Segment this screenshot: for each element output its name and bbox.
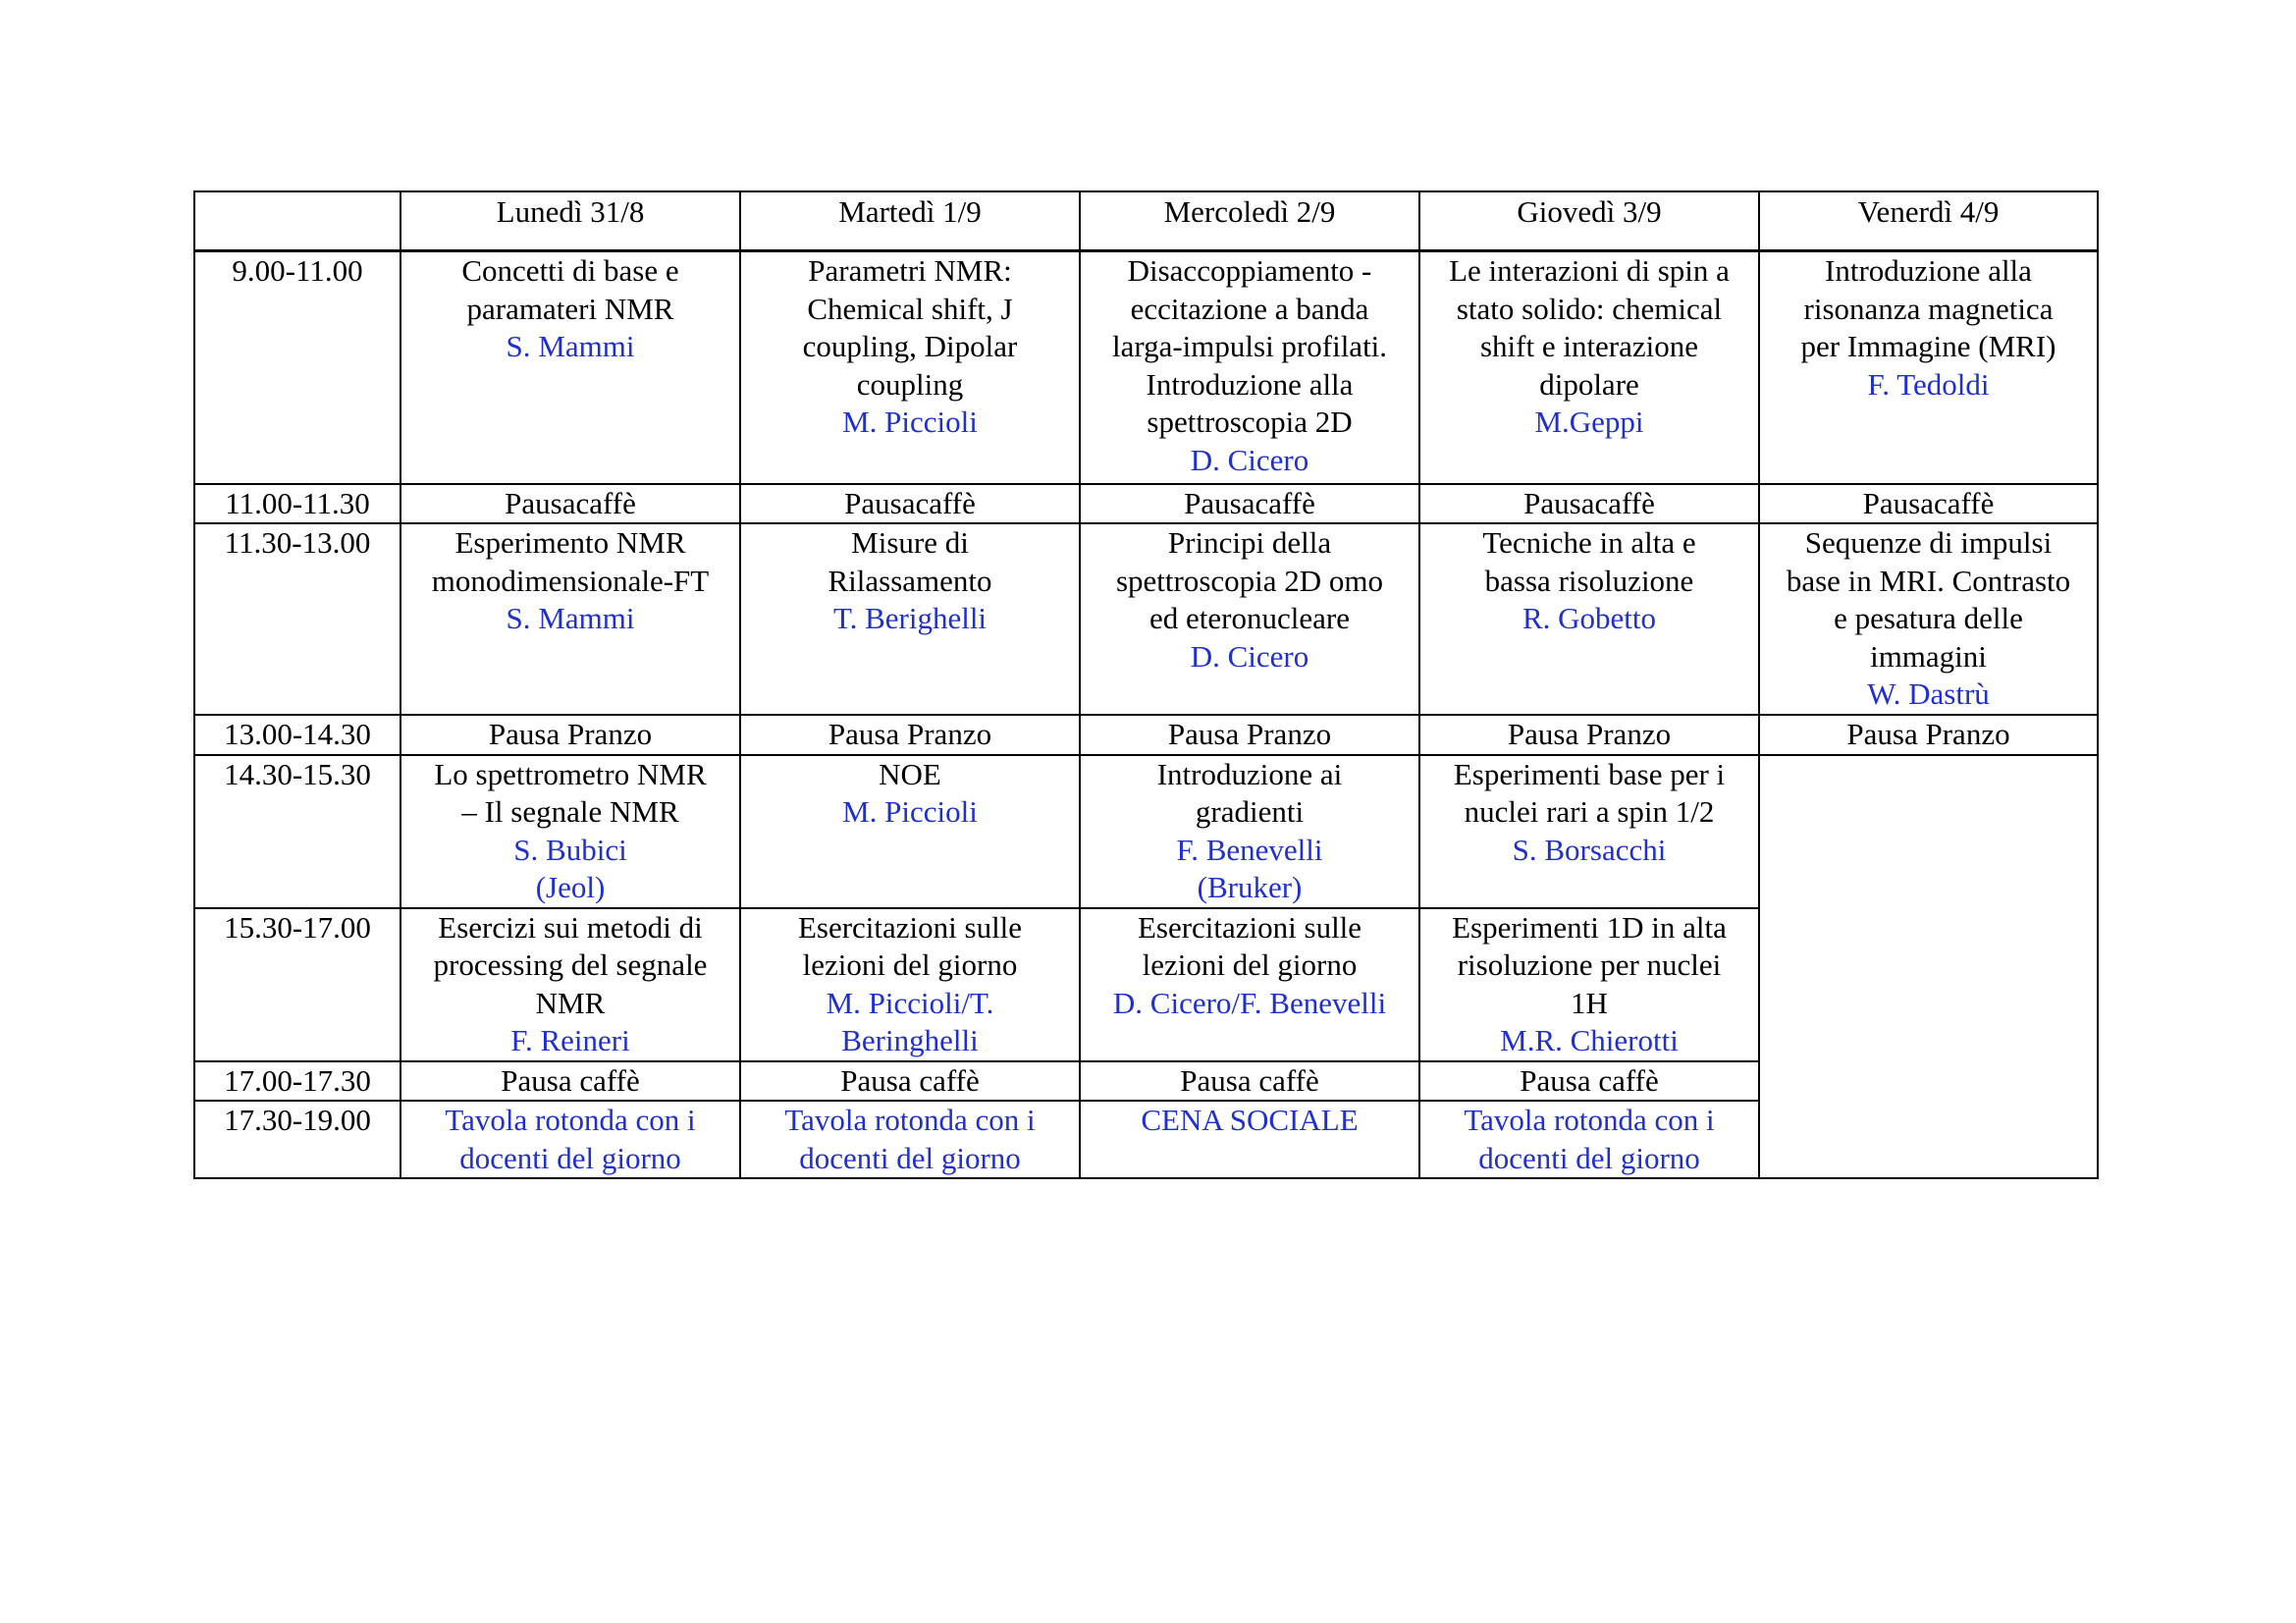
session-title-line: coupling: [856, 366, 964, 402]
session-title-line: 1H: [1571, 985, 1608, 1020]
session-title-line: Tecniche in alta e: [1482, 525, 1696, 560]
session-title-line: bassa risoluzione: [1484, 563, 1694, 598]
session-teacher: W. Dastrù: [1867, 676, 1990, 711]
break-cell: Pausa caffè: [400, 1061, 740, 1102]
session-title-line: NOE: [879, 756, 941, 791]
session-teacher: R. Gobetto: [1522, 601, 1657, 635]
session-title-line: lezioni del giorno: [802, 947, 1018, 982]
break-cell: Pausacaffè: [1080, 484, 1419, 524]
session-teacher: M.R. Chierotti: [1500, 1023, 1679, 1057]
session-teacher: M.Geppi: [1534, 405, 1644, 439]
time-slot-cell: 17.00-17.30: [194, 1061, 400, 1102]
session-cell-wednesday: [1080, 908, 1419, 1061]
session-teacher: F. Tedoldi: [1867, 366, 1990, 402]
session-title-line: Esperimento NMR: [454, 525, 686, 560]
session-title-line: Misure di: [851, 525, 969, 560]
session-title-line: spettroscopia 2D: [1147, 405, 1353, 439]
break-cell: Pausa Pranzo: [740, 715, 1080, 755]
session-cell-tuesday: [740, 908, 1080, 1061]
day-header-tuesday: Martedì 1/9: [740, 191, 1080, 251]
session-title-line: Esercizi sui metodi di: [438, 909, 703, 945]
session-title-line: per Immagine (MRI): [1800, 329, 2056, 363]
session-title-line: risoluzione per nuclei: [1457, 947, 1722, 982]
session-title-line: eccitazione a banda: [1130, 291, 1369, 326]
session-teacher: D. Cicero: [1190, 442, 1309, 477]
session-title-line: spettroscopia 2D omo: [1115, 563, 1384, 598]
session-title-line: Introduzione alla: [1146, 366, 1354, 402]
session-cell-thursday: [1419, 908, 1759, 1061]
session-cell-thursday: [1419, 523, 1759, 715]
session-cell-thursday: [1419, 755, 1759, 908]
session-teacher: S. Mammi: [506, 601, 635, 635]
schedule-row-lunch: [194, 715, 2098, 755]
session-cell-monday: [400, 908, 740, 1061]
session-title-line: Esercitazioni sulle: [797, 909, 1023, 945]
break-cell: Pausacaffè: [740, 484, 1080, 524]
session-title-line: Principi della: [1167, 525, 1332, 560]
time-slot-cell: 11.00-11.30: [194, 484, 400, 524]
session-title-line: risonanza magnetica: [1803, 291, 2054, 326]
session-title-line: Tavola rotonda con i: [445, 1103, 696, 1137]
session-teacher: Beringhelli: [841, 1023, 979, 1057]
break-cell: Pausa caffè: [740, 1061, 1080, 1102]
session-cell-tuesday: [740, 523, 1080, 715]
session-cell-thursday: [1419, 1101, 1759, 1178]
session-title-line: paramateri NMR: [466, 291, 674, 326]
break-cell: Pausacaffè: [1759, 484, 2098, 524]
session-title-line: nuclei rari a spin 1/2: [1464, 794, 1715, 829]
session-title-line: Concetti di base e: [461, 253, 679, 288]
time-slot-cell: 11.30-13.00: [194, 523, 400, 715]
session-cell-monday: [400, 251, 740, 484]
session-title-line: base in MRI. Contrasto: [1786, 563, 2071, 598]
friday-afternoon-empty-cell: [1759, 755, 2098, 1179]
session-title-line: dipolare: [1539, 366, 1639, 402]
session-cell-tuesday: [740, 755, 1080, 908]
session-cell-wednesday: [1080, 523, 1419, 715]
session-title-line: monodimensionale-FT: [431, 563, 710, 598]
session-title-line: stato solido: chemical: [1456, 291, 1723, 326]
session-title-line: shift e interazione: [1479, 329, 1699, 363]
session-title-line: Sequenze di impulsi: [1804, 525, 2053, 560]
session-cell-wednesday: [1080, 755, 1419, 908]
session-teacher: M. Piccioli/T.: [826, 985, 994, 1020]
session-cell-monday: [400, 755, 740, 908]
session-teacher: S. Mammi: [506, 329, 635, 363]
session-title-line: Parametri NMR:: [808, 253, 1012, 288]
session-title-line: docenti del giorno: [799, 1140, 1021, 1175]
break-cell: Pausacaffè: [400, 484, 740, 524]
schedule-row-9-11: [194, 251, 2098, 484]
day-header-friday: Venerdì 4/9: [1759, 191, 2098, 251]
session-cell-tuesday: [740, 1101, 1080, 1178]
session-teacher-affiliation: (Jeol): [535, 870, 606, 904]
session-teacher: F. Reineri: [510, 1023, 630, 1057]
break-cell: Pausa caffè: [1419, 1061, 1759, 1102]
session-title-line: Tavola rotonda con i: [1464, 1103, 1715, 1137]
day-header-wednesday: Mercoledì 2/9: [1080, 191, 1419, 251]
session-title-line: Lo spettrometro NMR: [434, 756, 707, 791]
session-title-line: ed eteronucleare: [1149, 601, 1350, 635]
day-header-monday: Lunedì 31/8: [400, 191, 740, 251]
session-title-line: Tavola rotonda con i: [784, 1103, 1036, 1137]
session-teacher: M. Piccioli: [842, 794, 978, 829]
time-slot-cell: 9.00-11.00: [194, 251, 400, 484]
break-cell: Pausa caffè: [1080, 1061, 1419, 1102]
session-teacher-affiliation: (Bruker): [1197, 870, 1303, 904]
day-header-thursday: Giovedì 3/9: [1419, 191, 1759, 251]
session-cell-friday: [1759, 523, 2098, 715]
schedule-row-coffee-morning: [194, 484, 2098, 524]
session-title-line: CENA SOCIALE: [1141, 1103, 1359, 1137]
session-title-line: larga-impulsi profilati.: [1111, 329, 1388, 363]
break-cell: Pausa Pranzo: [1080, 715, 1419, 755]
session-cell-wednesday: [1080, 1101, 1419, 1178]
time-slot-cell: 15.30-17.00: [194, 908, 400, 1061]
session-title-line: Chemical shift, J: [807, 291, 1013, 326]
session-cell-monday: [400, 1101, 740, 1178]
break-cell: Pausacaffè: [1419, 484, 1759, 524]
schedule-row-14-15: [194, 755, 2098, 908]
session-cell-monday: [400, 523, 740, 715]
time-slot-cell: 14.30-15.30: [194, 755, 400, 908]
session-title-line: gradienti: [1195, 794, 1305, 829]
session-title-line: Disaccoppiamento -: [1127, 253, 1372, 288]
session-title-line: docenti del giorno: [459, 1140, 681, 1175]
time-slot-cell: 13.00-14.30: [194, 715, 400, 755]
session-title-line: Esperimenti 1D in alta: [1452, 909, 1727, 945]
session-title-line: Introduzione ai: [1156, 756, 1343, 791]
session-title-line: Esercitazioni sulle: [1137, 909, 1362, 945]
session-title-line: Rilassamento: [828, 563, 992, 598]
schedule-row-11-13: [194, 523, 2098, 715]
time-slot-cell: 17.30-19.00: [194, 1101, 400, 1178]
session-teacher: D. Cicero: [1190, 638, 1309, 674]
break-cell: Pausa Pranzo: [1759, 715, 2098, 755]
session-title-line: Esperimenti base per i: [1453, 756, 1726, 791]
session-title-line: Introduzione alla: [1825, 253, 2032, 288]
session-title-line: – Il segnale NMR: [461, 794, 679, 829]
break-cell: Pausa Pranzo: [1419, 715, 1759, 755]
session-teacher: M. Piccioli: [842, 405, 978, 439]
session-title-line: lezioni del giorno: [1142, 947, 1358, 982]
session-title-line: e pesatura delle: [1834, 601, 2023, 635]
session-title-line: coupling, Dipolar: [802, 329, 1018, 363]
session-teacher: S. Bubici: [513, 832, 627, 867]
course-schedule-table: [193, 190, 2099, 1179]
header-row: [194, 191, 2098, 251]
session-title-line: processing del segnale: [433, 947, 708, 982]
session-teacher: D. Cicero/F. Benevelli: [1112, 985, 1387, 1020]
session-teacher: F. Benevelli: [1176, 832, 1323, 867]
session-teacher: S. Borsacchi: [1512, 832, 1667, 867]
session-title-line: NMR: [535, 985, 606, 1020]
session-cell-wednesday: [1080, 251, 1419, 484]
break-cell: Pausa Pranzo: [400, 715, 740, 755]
session-teacher: T. Berighelli: [832, 601, 988, 635]
session-title-line: docenti del giorno: [1478, 1140, 1700, 1175]
session-title-line: immagini: [1870, 638, 1987, 674]
corner-cell: [194, 191, 400, 251]
session-cell-thursday: [1419, 251, 1759, 484]
session-cell-friday: [1759, 251, 2098, 484]
session-title-line: Le interazioni di spin a: [1449, 253, 1730, 288]
session-cell-tuesday: [740, 251, 1080, 484]
